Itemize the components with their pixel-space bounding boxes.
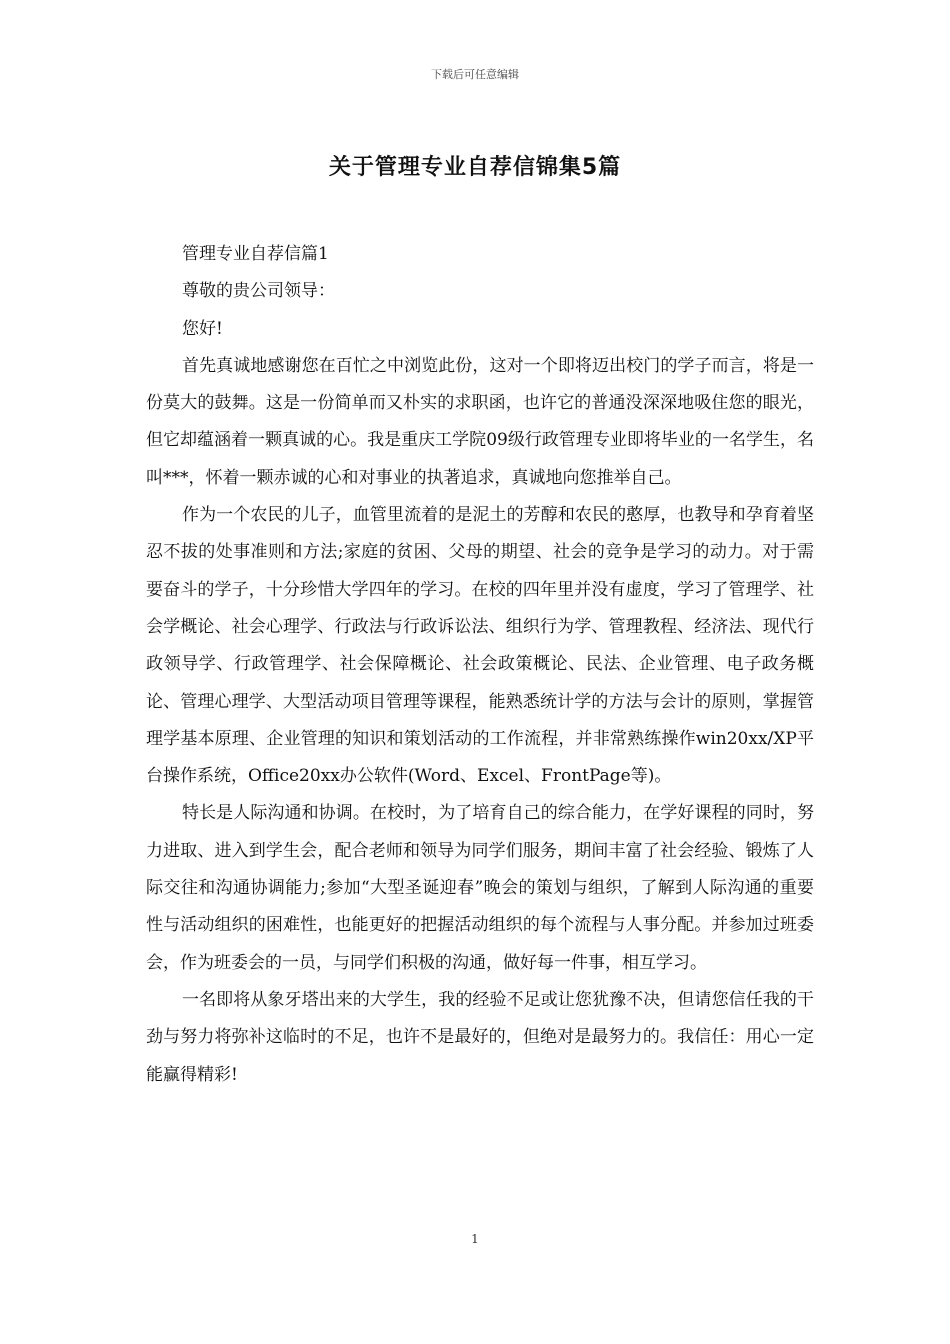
body-paragraph: 作为一个农民的儿子，血管里流着的是泥土的芳醇和农民的憨厚，也教导和孕育着坚忍不拔的处事准则和方法;家庭的贫困、父母的期望、社会的竞争是学习的动力。对于需要奋斗的学子，十分珍惜大学四年的学习。在校的四年里并没有虚度，学习了管理学、社会学概论、社会心理学、行政法与行政诉讼法、组织行为学、管理教程、经济法、现代行政领导学、行政管理学、社会保障概论、社会政策概论、民法、企业管理、电子政务概论、管理心理学、大型活动项目管理等课程，能熟悉统计学的方法与会计的原则，掌握管理学基本原理、企业管理的知识和策划活动的工作流程，并非常熟练操作win20xx/XP平台操作系统，Office20xx办公软件(Word、Excel、FrontPage等)。: [146, 505, 814, 787]
document-body: [146, 236, 814, 1094]
salutation: 尊敬的贵公司领导：: [182, 281, 335, 302]
body-paragraph: 特长是人际沟通和协调。在校时，为了培育自己的综合能力，在学好课程的同时，努力进取、进入到学生会，配合老师和领导为同学们服务，期间丰富了社会经验、锻炼了人际交往和沟通协调能力;参加“大型圣诞迎春”晚会的策划与组织，了解到人际沟通的重要性与活动组织的困难性，也能更好的把握活动组织的每个流程与人事分配。并参加过班委会，作为班委会的一员，与同学们积极的沟通，做好每一件事，相互学习。: [146, 803, 814, 973]
page-number: 1: [471, 1232, 479, 1246]
body-paragraph: 一名即将从象牙塔出来的大学生，我的经验不足或让您犹豫不决，但请您信任我的干劲与努力将弥补这临时的不足，也许不是最好的，但绝对是最努力的。我信任：用心一定能赢得精彩!: [146, 989, 814, 1085]
header-note: 下载后可任意编辑: [431, 68, 519, 81]
section-heading: 管理专业自荐信篇1: [182, 244, 329, 264]
body-paragraph: 首先真诚地感谢您在百忙之中浏览此份，这对一个即将迈出校门的学子而言，将是一份莫大的鼓舞。这是一份简单而又朴实的求职函，也许它的普通没深深地吸住您的眼光，但它却蕴涵着一颗真诚的心。我是重庆工学院09级行政管理专业即将毕业的一名学生，名叫***，怀着一颗赤诚的心和对事业的执著追求，真诚地向您推举自己。: [146, 355, 814, 488]
document-title: 关于管理专业自荐信锦集5篇: [328, 155, 622, 180]
greeting: 您好!: [182, 318, 223, 339]
